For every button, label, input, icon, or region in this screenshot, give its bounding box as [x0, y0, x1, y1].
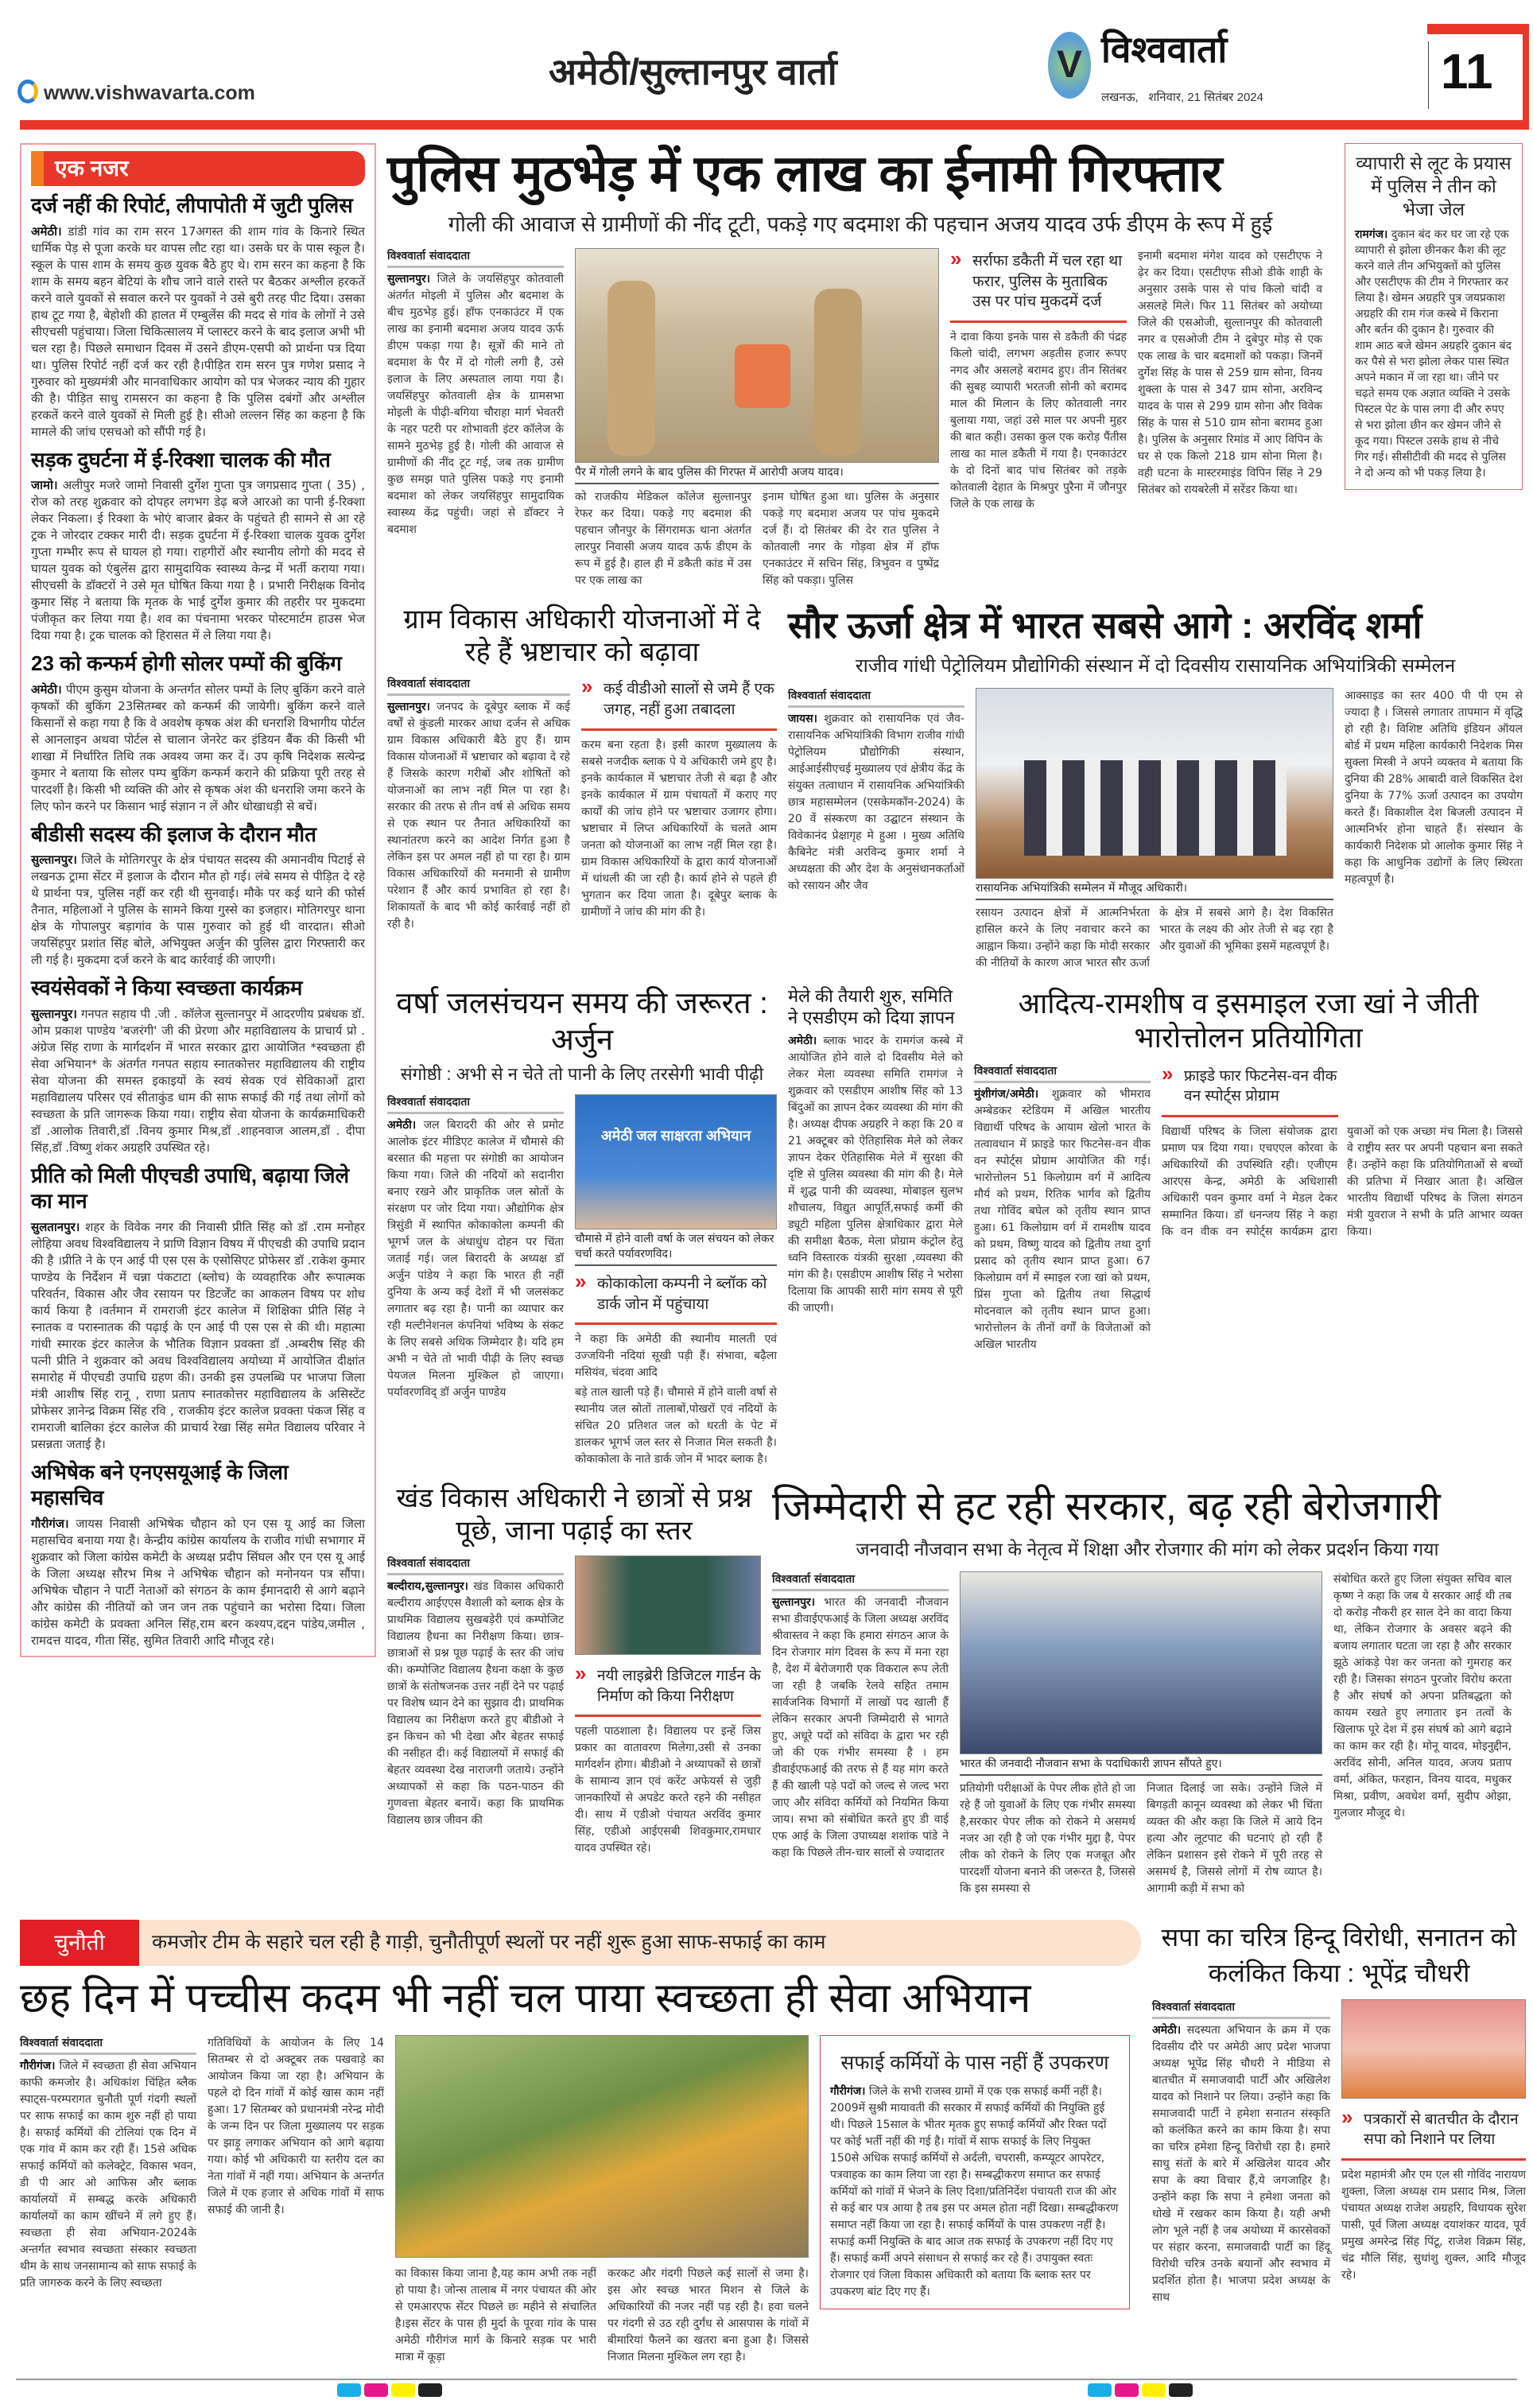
jobs-article: [772, 1482, 1523, 1897]
fair-article: [788, 986, 963, 1317]
quote-mark-icon: »: [1341, 2104, 1353, 2129]
article-text: इनाम घोषित हुआ था। पुलिस के अनुसार पकड़े गए बदमाश अजय पर पांच मुकदमे दर्ज हैं। दो सितंबर की देर रात पुलिस ने कोतवाली नगर के गोड़वा क्षेत्र में हॉफ एनकाउंटर में सचिन सिंह, त्रिभुवन व पुष्पेंद्र सिंह को पकड़ा। पुलिस: [763, 490, 939, 587]
box-text: रामगंज। दुकान बंद कर घर जा रहे एक व्यापारी से झोला छीनकर कैश की लूट करने वाले तीन अभियुक्तों को पुलिस और एसटीएफ की टीम ने गिरफ्तार कर लिया है। खेमन अग्रहरि पुत्र जयप्रकाश अग्रहरि की राम गंज कस्बे में किराना और बर्तन की दुकान है। गुरुवार की शाम आठ बजे खेमन अग्रहरि दुकान बंद कर पैसे से भरा झोला लेकर पास स्थित अपने मकान में जा रहा था। जीने पर चढ़ते समय एक अज्ञात व्यक्ति ने उसके पिस्टल पेट के पास लगा दी और रुपए से भरा झोला छीन कर खेमन जीने से कूद गया। पिस्टल उसके हाथ से नीचे गिर गई। सीसीटीवी की मदद से पुलिस ने दो अन्य को भी पकड़ लिया है।: [1355, 228, 1512, 480]
cyan-swatch: [337, 2383, 361, 2397]
headline: आदित्य-रामशीष व इसमाइल रजा खां ने जीती भारोत्तोलन प्रतियोगिता: [1018, 987, 1479, 1054]
article-text: सुल्तानपुर। जनपद के दूबेपुर ब्लाक में कई वर्षों से कुंडली मारकर आधा दर्जन से अधिक ग्राम विकास अधिकारी बैठे हुए हैं। ग्राम विकास योजनाओं में भ्रष्टाचार को बढ़ावा दे रहे हैं जिसके कारण गरीबों और शोषितों को योजनाओं का लाभ नहीं मिल पा रहा है। सरकार की तरफ से तीन वर्ष से अधिक समय से एक स्थान पर तैनात अधिकारियों का स्थानांतरण करने का आदेश निर्गत हुआ है लेकिन इस पर अमल नहीं हो पा रहा है। ग्राम विकास अधिकारियों की मनमानी से ग्रामीण परेशान हैं और कार्य प्रभावित हो रहा है। शिकायतों के बाद भी कोई कार्रवाई नहीं हो रही है।: [387, 701, 570, 931]
photo-caption: चौमासे में होने वाली वर्षा के जल संचयन को लेकर चर्चा करते पर्यावरणविद।: [575, 1229, 777, 1266]
subheadline: राजीव गांधी पेट्रोलियम प्रौद्योगिकी संस्थान में दो दिवसीय रासायनिक अभियांत्रिकी सम्मेलन: [855, 655, 1456, 678]
article-text: ने दावा किया इनके पास से डकैती की पंद्रह किलो चांदी, लगभग अड़तीस हजार रूपए नगद और असलहे बरामद हुए। तीन सितंबर की सुबह व्यापारी भरतजी सोनी को बरामद माल की मिलान के लिए कोतवाली नगर बुलाया गया, जहां उसे माल पर अपनी मुहर की बात कही। उसका कुल एक करोड़ पैंतीस लाख का माल डकैती में गया है। एनकाउंटर के दो दिनों बाद पांच सितंबर को तड़के कोतवाली देहात के मिश्रपुर पुरैना में जौनपुर जिले के एक लाख के: [950, 330, 1127, 511]
article-text: प्रदेश महामंत्री और एम एल सी गोविंद नारायण शुक्ला, जिला अध्यक्ष राम प्रसाद मिश्र, जिला पंचायत अध्यक्ष राजेश अग्रहरि, विधायक सुरेश पासी, पूर्व जिला अध्यक्ष दयाशंकर यादव, पूर्व प्रमुख अमरेन्द्र सिंह पिंटू, राजेश विक्रम सिंह, चंद्र मौलि सिंह, सुधांशु शुक्ल, आदि मौजूद रहे।: [1341, 2169, 1526, 2282]
kicker-label: चुनौती: [20, 1920, 139, 1966]
photo-caption: पैर में गोली लगने के बाद पुलिस की गिरफ्त में आरोपी अजय यादव।: [575, 463, 939, 484]
article-text: आक्साइड का स्तर 400 पी पी एम से ज्यादा है । जिससे लगातार तापमान में वृद्धि हो रही है। विशिष्ट अतिथि इंडियन ऑयल बोर्ड में प्रथम महिला कार्यकारी निदेशक मिस सुक्ला मिस्त्री ने अपने व्यक्तव मे बताया कि दुनिया की 28% आबादी वाले विकसित देश दुनिया के 77% ऊर्जा उत्पादन का उपयोग करते हैं। विकाशील देश बिजली उत्पादन में आत्मनिर्भर होना चाहते हैं। संस्थान के कार्यकारी निदेशक प्रो आलोक कुमार सिंह ने कहा कि आधुनिक उद्योगों के लिए स्थिरता महत्वपूर्ण है।: [1345, 689, 1523, 887]
footer-rule: [16, 2379, 1517, 2400]
brand-logo-icon: V: [1048, 32, 1091, 99]
divider: [1428, 41, 1429, 109]
article-text: सुल्तानपुर। भारत की जनवादी नौजवान सभा डीवाईएफआई के जिला अध्यक्ष अरविंद श्रीवास्तव ने कहा कि हमारा संगठन आज के दिन रोजगार मांग दिवस के रूप में मना रहा है, देश में बेरोजगारी एक विकराल रूप लेती जा रही है जबकि रेलवे सहित तमाम सार्वजनिक विभागों में लाखों पद खाली हैं लेकिन सरकार अपनी जिम्मेदारी से भागते हुए, अधूरे पदों को संविदा के द्वारा भर रही जो की एक गंभीर समस्या है । हम डीवाईएफआई की तरफ से हैं यह मांग करते हैं की खाली पड़े पदों को जल्द से जल्द भरा जाए और संविदा कर्मियों को नियमित किया जाय। सभा को संबोधित करते हुए डी वाई एफ आई के जिला उपाध्यक्ष शशांक पांडे ने कहा कि पिछले तीन-चार सालों से ज्यादातर: [772, 1596, 949, 1860]
arrest-photo: [575, 248, 939, 463]
header: [0, 0, 1533, 135]
bdo-article: [387, 1482, 761, 1857]
article-text: बड़े ताल खाली पड़े हैं। चौमासे में होने वाली वर्षा से स्थानीय जल स्रोतों तालाबों,पोखरों एवं नदियों के संचित 20 प्रतिशत जल को धरती के पेट में डालकर भूगर्भ जल स्तर से निजात मिल सकती है। कोकाकोला के नाते डार्क जोन में भादर ब्लाक है।: [575, 1386, 777, 1466]
pull-quote: » पत्रकारों से बातचीत के दौरान सपा को निशाने पर लिया: [1341, 2107, 1526, 2161]
headline: सपा का चरित्र हिन्दू विरोधी, सनातन को कलंकित किया : भूपेंद्र चौधरी: [1161, 1923, 1517, 1988]
brief-headline: 23 को कन्फर्म होगी सोलर पम्पों की बुकिंग: [31, 651, 342, 676]
section-title: अमेठी/सुल्तानपुर वार्ता: [549, 51, 837, 92]
pull-quote: » फ्राइडे फार फिटनेस-वन वीक वन स्पोर्ट्स प्रोग्राम: [1162, 1063, 1338, 1117]
protest-photo: [960, 1571, 1322, 1754]
headline: छह दिन में पच्चीस कदम भी नहीं चल पाया स्वच्छता ही सेवा अभियान: [20, 1975, 1031, 2022]
header-rule: [20, 120, 1529, 130]
byline: विश्ववार्ता संवाददाता: [387, 1555, 564, 1575]
byline: विश्ववार्ता संवाददाता: [974, 1063, 1151, 1083]
black-swatch: [1169, 2383, 1193, 2397]
news-box: [820, 2035, 1130, 2310]
yellow-swatch: [1142, 2383, 1166, 2397]
article-text: बल्दीराय,सुल्तानपुर। खंड विकास अधिकारी बल्दीराय आईएएस वैशाली को ब्लाक क्षेत्र के प्राथमिक विद्यालय सुखबड़ेरी एवं कम्पोजिट विद्यालय हैधना का निरीक्षण किया। छात्र-छात्राओं से प्रश्न पूछ पढ़ाई के स्तर की जांच की। कम्पोजिट विद्यालय हैधना कक्षा के कुछ छात्रों के संतोषजनक उत्तर नहीं देने पर पढ़ाई पर विशेष ध्यान देने का सुझाव दी। प्राथमिक विद्यालय का निरीक्षण करते हुए बीडीओ ने इन किचन को भी देखा और बेहतर सफाई की नसीहत दी। कई विद्यालयों में सफाई की बेहतर व्यवस्था देख नाराजगी जताये। उन्होंने अध्यापकों से कहा कि पठन-पाठन की गुणवत्ता बेहतर बनायें। कहा कि प्राथमिक विद्यालय छात्र जीवन की: [387, 1579, 565, 1827]
article-text: रसायन उत्पादन क्षेत्रों में आत्मनिर्भरता हासिल करने के लिए नवाचार करने का आह्वान किया। उन्होंने कहा कि मोदी सरकार की नीतियों के कारण आज भारत सौर ऊर्जा के क्षेत्र में सबसे आगे है। देश विकसित भारत के लक्ष्य की ओर तेजी से बढ़ रहा है और युवाओं की भूमिका इसमें महत्वपूर्ण है।: [976, 907, 1333, 970]
brief-headline: सड़क दुघर्टना में ई-रिक्शा चालक की मौत: [31, 447, 331, 472]
banner-text: अमेठी जल साक्षरता अभियान: [600, 1128, 751, 1144]
section-label: एक नजर: [31, 151, 365, 186]
rain-article: [387, 986, 777, 1468]
headline: सौर ऊर्जा क्षेत्र में भारत सबसे आगे : अरविंद शर्मा: [788, 604, 1422, 646]
brief-headline: बीडीसी सदस्य की इलाज के दौरान मौत: [31, 821, 316, 846]
article-text: संबोधित करते हुए जिला संयुक्त सचिव बाल कृष्ण ने कहा कि जब ये सरकार आई थी तब दो करोड़ नौकरी हर साल देने का वादा किया था, लेकिन रोजगार के अवसर बढ़ने की बजाय लगातार घटता जा रहा है और सरकार झूठे आंकड़े पेश कर जनता को गुमराह कर रही है। जिसका संगठन पुरजोर विरोध करता है और संघर्ष को अपना प्रतिबद्धता को कायम रखते हुए लगातार इन तत्वों के खिलाफ पूरे देश में इस संघर्ष को आगे बढ़ाने का काम कर रही है। मोनू यादव, मोइनुद्दीन, अरविंद सोनी, अनिल यादव, अजय प्रताप वर्मा, अंकित, फरहान, विनय यादव, मधुकर मिश्रा, प्रवीण, अवधेश वर्मा, सुदीप ओझा, गुलजार मौजूद थे।: [1333, 1573, 1512, 1820]
website-url[interactable]: www.vishwavarta.com: [44, 82, 255, 104]
headline: मेले की तैयारी शुरु, समिति ने एसडीएम को दिया ज्ञापन: [788, 986, 955, 1027]
gramvikas-article: [387, 604, 777, 934]
article-text: विद्यार्थी परिषद के जिला संयोजक द्वारा प्रमाण पत्र दिया गया। एचएएल कोरवा के अधिकारियों की उपस्थिति रही। एजीएम आरएस केन्द्र, अमेठी के अधिशासी अधिकारी पवन कुमार वर्मा ने मेडल देकर सम्मानित किया। डॉ धनन्जय सिंह ने कहा कि वन वीक वन स्पोर्ट्स कार्यक्रम द्वारा युवाओं को एक अच्छा मंच मिला है। जिससे वे राष्ट्रीय स्तर पर अपनी पहचान बना सकते हैं। उन्होंने कहा कि प्रतियोगिताओं से बच्चों की प्रतिभा में निखार आता है। अखिल भारतीय विद्यार्थी परिषद के जिला संगठन मंत्री युवराज ने सभी के प्रति आभार व्यक्त किया।: [1162, 1124, 1523, 1238]
photo-caption: रासायनिक अभियांत्रिकी सम्मेलन में मौजूद अधिकारी।: [976, 879, 1333, 900]
byline: विश्ववार्ता संवाददाता: [772, 1571, 949, 1591]
seminar-photo: [575, 1094, 777, 1229]
solar-article: [788, 604, 1523, 972]
black-swatch: [418, 2383, 442, 2397]
byline: विश्ववार्ता संवाददाता: [788, 688, 964, 708]
brief-text: गौरीगंज। जायस निवासी अभिषेक चौहान को एन एस यू आई का जिला महासचिव बनाया गया है। केन्द्रीय कांग्रेस कार्यालय के राजीव गांधी सभागार में शुक्रवार को जिला कांग्रेस कमेटी के अध्यक्ष प्रदीप सिंघल और एन एस यू आई के जिला अध्यक्ष सौरभ मिश्र ने अभिषेक चौहान को मनोनयन पत्र सौंपा। अभिषेक चौहान ने पार्टी नेताओं को संगठन के काम ईमानदारी से आगे बढ़ाने और कांग्रेस की नीतियों को जन जन तक पहुंचाने का भरोसा दिया। जिला कांग्रेस कमेटी के प्रवक्ता अनिल सिंह,राम बरन कश्यप,दद्दन पांडेय,जमील , रामदत्त यादव, गीता सिंह, सुमित तिवारी आदि मौजूद रहे।: [31, 1516, 365, 1648]
box-text: गौरीगंज। जिले के सभी राजस्व ग्रामों में एक एक सफाई कर्मी नहीं है। 2009में सुश्री मायावती की सरकार में सफाई कर्मियों की नियुक्ति हुई थी। पिछले 15साल के भीतर मृतक हुए सफाई कर्मियों और रिक्त पदों पर कोई भर्ती नहीं की गई है। गांवों में साफ सफाई के लिए नियुक्त 150से अधिक सफाई कर्मियों से अर्दली, चपरासी, कम्प्यूटर आपरेटर, पत्रवाहक का काम लिया जा रहा है। सम्बद्धीकरण समाप्त कर सफाई कर्मियों को गांवों में भेजने के लिए दिशा/प्रतिनिर्देश पंचायती राज की ओर से कई बार पत्र आया है तब इस पर अमल होता नहीं दिखा। सम्बद्धीकरण समाप्त नहीं किया जा रहा है। सफाई कर्मियों के पास उपकरण नहीं है। सफाई कर्मी नियुक्ति के बाद आज तक सफाई के उपकरण नहीं दिए गए हैं। सफाई कर्मी अपने संसाधन से सफाई कर रहे हैं। उपायुक्त स्वतः रोजगार एवं जिला विकास अधिकारी को बताया कि ब्लाक स्तर पर उपकरण बांट दिए गए हैं।: [830, 2085, 1119, 2299]
bjp-leaders-photo: [1341, 1999, 1526, 2099]
cleanup-photo: [395, 2035, 809, 2258]
article-text: जायस। शुक्रवार को रासायनिक एवं जैव-रासायनिक अभियांत्रिकी विभाग राजीव गांधी पेट्रोलियम प्रौद्योगिकी संस्थान, आईआईसीएचई मुख्यालय एवं क्षेत्रीय केंद्र के संयुक्त तत्वाधान में रासायनिक अभियांत्रिकी छात्र महासम्मेलन (एसकेमकॉन-2024) के 20 वें संस्करण का उद्घाटन संस्थान के विवेकानंद प्रेक्षागृह मे हुआ । मुख्य अतिथि कैबिनेट मंत्री अरविन्द कुमार शर्मा ने अध्यक्षता की और देश के अनुसंधानकर्ताओं को रसायन और जैव: [788, 713, 965, 893]
brand-name: विश्ववार्ता: [1101, 29, 1228, 70]
dateline: सुल्तानपुर।: [387, 272, 431, 285]
lead-subheadline: गोली की आवाज से ग्रामीणों की नींद टूटी, पकड़े गए बदमाश की पहचान अजय यादव उर्फ डीएम के रूप में हुई: [448, 212, 1273, 236]
article-text: गौरीगंज। जिले में स्वच्छता ही सेवा अभियान काफी कमजोर है। अधिकांश चिंहित ब्लैक स्पाट्स-परम्परागत चुनौती पूर्ण गंदगी स्थलों पर साफ सफाई का काम शुरु नहीं हो पाया है। सफाई कर्मियों की टोलियां एक दिन में एक गांव में काम कर रही हैं। 15से अधिक सफाई कर्मियों को कलेक्ट्रेट, विकास भवन, डी पी आर ओ आफिस और ब्लाक कार्यालयों में सम्बद्ध करके अधिकारी कार्यालयों का काम खींचने में लगे हुए हैं। स्वच्छता ही सेवा अभियान-2024के अन्तर्गत स्वभाव स्वच्छता संस्कार स्वच्छता थीम के साथ जनसामान्य को साफ सफाई के प्रति जागरुक करने के लिए स्वच्छता: [20, 2059, 196, 2290]
brief-headline: दर्ज नहीं की रिपोर्ट, लीपापोती में जुटी पुलिस: [31, 193, 353, 218]
header-frame: [1523, 24, 1529, 130]
headline: खंड विकास अधिकारी ने छात्रों से प्रश्न पूछे, जाना पढ़ाई का स्तर: [396, 1483, 752, 1547]
brief-text: अमेठी। डांडी गांव का राम सरन 17अगस्त की शाम गांव के किनारे स्थित धार्मिक पेड़ से पूजा करके घर वापस लौट रहा था। उसके घर के पास स्कूल है। स्कूल के पास शाम के समय कुछ युवक बैठे हुए थे। राम सरन का कहना है कि शाम के समय बहन बेटियां के शौच जाने वाले रास्ते पर बैठकर अश्लील हरकतें करने वाले युवकों से सवाल करने पर युवकों ने उसे बुरी तरह पीट दिया। उसका हाथ टूट गया है, बेहोशी की हालत में एम्बुलेंस की मदद से गांव के लोगों ने उसे सीएचसी पहुंचाया। जिला चिकित्सालय में प्लास्टर करने के बाद इलाज अभी भी चल रहा है। पिछले समाधान दिवस में उसने डीएम-एसपी को प्रार्थना पत्र दिया था। पुलिस रिपोर्ट नहीं दर्ज कर रही है।पीड़ित राम सरन पुत्र गणेश प्रसाद ने गुरुवार को मुख्यमंत्री और मानवाधिकार आयोग को पत्र भेजकर न्याय की गुहार की है। पीड़ित साधु रामसरन का कहना है कि पुलिस दबंगों और अश्लील हरकतें करने वाले युवकों से मिली हुई है। सीओ लल्लन सिंह का कहना है कि मामले की जांच एसचओ को सौंपी गई है।: [31, 223, 365, 439]
byline: विश्ववार्ता संवाददाता: [20, 2035, 196, 2055]
article-text: करम बना रहता है। इसी कारण मुख्यालय के सबसे नजदीक ब्लाक पे ये अधिकारी जमे हुए है। इनके कार्यकाल में भ्रष्टाचार तेजी से बढ़ा है और इनके कार्यकाल में ग्राम पंचायतों में कराए गए कार्यों की जांच होने पर भ्रष्टाचार उजागर होगा। भ्रष्टाचार में लिप्त अधिकारियों के चलते आम जनता को योजनाओं का लाभ नहीं मिल रहा है। ग्राम विकास अधिकारियों के द्वारा कार्य योजनाओं में धांधली की जा रही है। कार्य होने से पहले ही भुगतान कर दिया जाता है। दूबेपुर ब्लाक के ग्रामीणों ने जांच की मांग की है।: [581, 738, 777, 919]
subheadline: संगोष्ठी : अभी से न चेते तो पानी के लिए तरसेगी भावी पीढ़ी: [400, 1064, 764, 1085]
pull-quote: » कोकाकोला कम्पनी ने ब्लॉक को डार्क जोन में पहुंचाया: [575, 1271, 777, 1325]
pull-quote: » कई वीडीओ सालों से जमे हैं एक जगह, नहीं हुआ तबादला: [581, 676, 777, 730]
lead-article: [387, 143, 1333, 589]
box-headline: व्यापारी से लूट के प्रयास में पुलिस ने तीन को भेजा जेल: [1356, 153, 1512, 219]
article-text: मुंशीगंज/अमेठी। शुक्रवार को भीमराव अम्बेडकर स्टेडियम में अखिल भारतीय विद्यार्थी परिषद के आयाम खेलो भारत के तत्वावधान में फ्राइडे फार फिटनेस-वन वीक वन स्पोर्ट्स प्रोग्राम आयोजित की गई। भारोत्तोलन 51 किलोग्राम वर्ग में आदित्य मौर्य को प्रथम, रितिक भार्गव को द्वितीय तथा गोविंद बघेल को तृतीय स्थान प्राप्त हुआ। 61 किलोग्राम वर्ग में रामशीष यादव को प्रथम, विष्णु यादव को द्वितीय तथा दुर्गा प्रसाद को तृतीय स्थान प्राप्त हुआ। 67 किलोग्राम वर्ग में स्माइल रजा खां को प्रथम, प्रिंस गुप्ता को द्वितीय तथा सिद्धार्थ मोदनवाल को तृतीय स्थान प्राप्त हुआ। भारोत्तोलन के तीनों वर्गों के विजेताओं को अखिल भारतीय: [974, 1087, 1151, 1351]
swachh-article: [20, 1920, 1141, 2365]
article-text: प्रतियोगी परीक्षाओं के पेपर लीक होते हो जा रहे हैं जो युवाओं के लिए एक गंभीर समस्या है,सरकार पेपर लीक को रोकने मे असमर्थ नजर आ रही है जो एक गंभीर मुद्दा है, पेपर लीक को रोकने के लिए एक मजबूत और पारदर्शी योजना बनाने की जरूरत है, जिससे कि इस समस्या से: [960, 1782, 1135, 1896]
headline: ग्राम विकास अधिकारी योजनाओं में दे रहे हैं भ्रष्टाचार को बढ़ावा: [403, 604, 761, 667]
color-registration-marks: [337, 2383, 445, 2400]
quote-mark-icon: »: [1162, 1061, 1174, 1086]
ek-nazar-column: [20, 143, 376, 1657]
box-headline: सफाई कर्मियों के पास नहीं हैं उपकरण: [840, 2051, 1109, 2074]
conference-photo: [976, 688, 1333, 879]
challenge-banner: [20, 1920, 1141, 1966]
sp-article: [1152, 1920, 1526, 2306]
brief-text: सुल्तानपुर। गनपत सहाय पी .जी . कॉलेज सुल्तानपुर में आदरणीय प्रबंधक डॉ. ओम प्रकाश पाण्डेय 'बजरंगी' जी की प्रेरणा और महाविद्यालय के प्राचार्य प्रो . अंग्रेज सिंह राणा के मार्गदर्शन में भारत सरकार द्वारा आयोजित *स्वच्छता ही सेवा अभियान* के अंतर्गत गनपत सहाय स्नातकोत्तर महाविद्यालय की राष्ट्रीय सेवा योजना की समस्त इकाइयों के स्वयं सेवक एवं सेविकाओं द्वारा महाविद्यालय परिसर एवं सीताकुंड धाम की साफ सफाई की गई तथा लोगों को स्वच्छता के प्रति जागरूक किया गया। राष्ट्रीय सेवा योजना के कार्यक्रमाधिकरी डॉ .आलोक तिवारी,डॉ .विनय कुमार मिश्र,डॉ .शाहनवाज आलम,डॉ . दीपा सिंह,डॉ .विष्णु शंकर अग्रहरि उपस्थित रहे।: [31, 1006, 365, 1155]
weightlifting-article: [974, 986, 1523, 1353]
headline: जिम्मेदारी से हट रही सरकार, बढ़ रही बेरोजगारी: [772, 1484, 1441, 1529]
article-text: निजात दिलाई जा सके। उन्होंने जिले में बिगड़ती कानून व्यवस्था को लेकर भी चिंता व्यक्त की और कहा कि जिले में आये दिन हत्या और लूटपाट की घटनाएं हो रही हैं लेकिन प्रशासन इसे रोकने में पूरी तरह से असमर्थ है, जिससे लोगों में रोष व्याप्त है। आगामी कड़ी में सभा को: [1147, 1782, 1322, 1896]
quote-mark-icon: »: [581, 674, 593, 699]
pull-quote: » नयी लाइब्रेरी डिजिटल गार्डन के निर्माण को किया निरीक्षण: [575, 1663, 761, 1717]
magenta-swatch: [364, 2383, 388, 2397]
article-text: सुल्तानपुर। जिले के जयसिंहपुर कोतवाली अंतर्गत मोइली में पुलिस और बदमाश के बीच मुठभेड़ हुई। हॉफ एनकाउंटर में एक लाख का इनामी बदमाश अजय यादव ऊर्फ डीएम पकड़ा गया है। सूत्रों की माने तो बदमाश के पैर में दो गोली लगी है, उसे इलाज के लिए अस्पताल लाया गया है। जयसिंहपुर कोतवाली क्षेत्र के ग्रामसभा मोइली के पीढ़ी-बगिया चौराहा मार्ग भेवतरी के नहर पटरी पर शोभावती इंटर कॉलेज के सामने मुठभेड़ हुई है। गोली की आवाज से ग्रामीणों की नींद टूट गई, जब तक ग्रामीण कुछ समझ पाते पुलिस पकड़े गए इनामी बदमाश को लेकर जयसिंहपुर सामुदायिक स्वास्थ्य केंद्र पहुंची। जहां से डॉक्टर ने बदमाश: [387, 272, 564, 536]
article-text: पहली पाठशाला है। विद्यालय पर इन्हें जिस प्रकार का वातावरण मिलेगा,उसी से उनका मार्गदर्शन होगा। बीडीओ ने अध्यापकों से छात्रों के सामान्य ज्ञान एवं करेंट अफेयर्स से जुड़ी जानकारियों से अपडेट करते रहने की नसीहत दी। साथ में एडीओ पंचायत अरविंद कुमार सिंह, एडीओ आईएसबी शिवकुमार,रामधार यादव उपस्थित रहे।: [575, 1725, 761, 1855]
quote-mark-icon: »: [575, 1660, 587, 1685]
article-text: अमेठी। सदस्यता अभियान के क्रम में एक दिवसीय दौरे पर अमेठी आए प्रदेश भाजपा अध्यक्ष भूपेंद्र सिंह चौधरी ने मीडिया से बातचीत में समाजवादी पार्टी और अखिलेश यादव को निशाने पर लिया। उन्होंने कहा कि समाजवादी पार्टी ने हमेशा सनातन संस्कृति को कलंकित करने का काम किया है। सपा का चरित्र हमेशा हिन्दू विरोधी रहा है। हमारे साधु संतों के बारे में अखिलेश यादव और सपा के क्या विचार हैं,ये जगजाहिर है। उन्होंने कहा कि सपा ने हमेशा जनता को धोखे में रखकर काम किया है। यही अभी लोग भूले नहीं है जब अयोध्या में कारसेवकों पर संहार करना, समाजवादी पार्टी का हिंदू विरोधी चरित्र उनके बयानों और स्वभाव में प्रदर्शित होता है। भाजपा प्रदेश अध्यक्ष के साथ: [1152, 2023, 1330, 2304]
brief-text: अमेठी। पीएम कुसुम योजना के अन्तर्गत सोलर पम्पों के लिए बुकिंग करने वाले कृषकों की बुकिंग 23सितम्बर को कन्फर्म की जायेगी। बुकिंग करने वाले किसानों से कहा गया है कि वे अवशेष कृषक अंश की धनराशि विभागीय पोर्टल से आनलाइन अथवा पोर्टल से चालान जेनरेट कर इंडियन बैंक की किसी भी शाखा में निर्धारित तिथि तक अवश्य जमा कर दें। उप कृषि निदेशक सत्येन्द्र कुमार ने बताया कि सोलर पम्प बुकिंग कन्फर्म कराने की प्रक्रिया पूरी तरह से पारदर्शी है। किसी भी व्यक्ति की ओर से कृषक अंश की धनराशि जमा करने के लिए फोन करने पर किसान भाई संज्ञान न लें और धोखाधड़ी से बचें।: [31, 682, 365, 814]
article-text: अमेठी। जल बिरादरी की ओर से प्रमोट आलोक इंटर मीडिएट कालेज में चौमासे की बरसात की महत्ता पर संगोष्ठी का आयोजन किया गया। जिले की नदियों को सदानीरा बनाए रखने और प्राकृतिक जल स्रोतों के संरक्षण पर जोर दिया गया। औद्योगिक क्षेत्र त्रिसुंडी में स्थापित कोकाकोला कम्पनी की भूगर्भ जल के अंधाधुंध दोहन पर चिंता जताई गई। जल बिरादरी के अध्यक्ष डॉ अर्जुन पांडेय ने कहा कि भारत ही नहीं दुनिया के अन्य कई देशों में भी जलसंकट लगातार बढ़ रहा है। पानी का व्यापार कर रही मल्टीनेशनल कंपनियां भविष्य के संकट के लिए सबसे अधिक जिम्मेदार है। यदि हम अभी न चेते तो भावी पीढ़ी के लिए स्वच्छ पेयजल मिलना मुश्किल हो जाएगा। पर्यावरणविद् डॉ अर्जुन पाण्डेय: [387, 1119, 564, 1400]
subheadline: जनवादी नौजवान सभा के नेतृत्व में शिक्षा और रोजगार की मांग को लेकर प्रदर्शन किया गया: [856, 1539, 1439, 1560]
color-registration-marks: [1088, 2383, 1196, 2400]
lead-headline: पुलिस मुठभेड़ में एक लाख का ईनामी गिरफ्तार: [387, 145, 1223, 202]
brief-headline: अभिषेक बने एनएसयूआई के जिला महासचिव: [31, 1459, 289, 1510]
article-text: को राजकीय मेडिकल कॉलेज सुल्तानपुर रेफर कर दिया। पकड़े गए बदमाश की पहचान जौनपुर के सिंगरामऊ थाना अंतर्गत लारपुर निवासी अजय यादव ऊर्फ डीएम के रूप में हुई है। हाल ही में डकैती कांड में उस पर एक लाख का: [575, 490, 751, 587]
quote-mark-icon: »: [575, 1269, 587, 1294]
classroom-photo: [575, 1555, 761, 1655]
cyan-swatch: [1088, 2383, 1112, 2397]
byline: विश्ववार्ता संवाददाता: [387, 1094, 564, 1114]
brief-headline: स्वयंसेवकों ने किया स्वच्छता कार्यक्रम: [31, 976, 303, 1000]
byline: विश्ववार्ता संवाददाता: [387, 248, 564, 268]
article-text: गतिविधियों के आयोजन के लिए 14 सितम्बर से दो अक्टूबर तक पखवाड़े का आयोजन किया जा रहा है। अभियान के पहले दो दिन गांवों में कोई खास काम नहीं हुआ। 17 सितम्बर को प्रधानमंत्री नरेन्द्र मोदी के जन्म दिन पर जिला मुख्यालय पर सड़क पर झाड़ू लगाकर अभियान को आगे बढ़ाया गया। कोई भी अधिकारी या स्तरीय दल का नेता गांवों में नहीं गया। अभियान के अन्तर्गत जिले में एक हजार से अधिक गांवों में साफ सफाई की जानी है।: [208, 2036, 384, 2216]
article-text: करकट और गंदगी पिछले कई सालों से जमा है। इस ओर स्वच्छ भारत मिशन से जिले के अधिकारियों की नजर नहीं पड़ रही है। हवा चलने पर गंदगी से उठ रही दुर्गंध से आसपास के गांवों में बीमारियां फैलने का खतरा बना हुआ है। जिससे निजात मिलना मुश्किल लग रहा है।: [607, 2266, 809, 2363]
header-frame: [1427, 24, 1529, 34]
brief-headline: प्रीति को मिली पीएचडी उपाधि, बढ़ाया जिले का मान: [31, 1163, 350, 1214]
browser-e-icon: [17, 80, 38, 103]
kicker-text: कमजोर टीम के सहारे चल रही है गाड़ी, चुनौतीपूर्ण स्थलों पर नहीं शुरू हुआ साफ-सफाई का काम: [152, 1931, 826, 1954]
byline: विश्ववार्ता संवाददाता: [387, 676, 570, 696]
brief-text: सुल्तानपुर। जिले के मोतिगरपुर के क्षेत्र पंचायत सदस्य की अमानवीय पिटाई से लखनऊ ट्रामा सेंटर में इलाज के दौरान मौत हो गई। लंबे समय से पीड़ित दे रहे थे प्रार्थना पत्र, पुलिस नहीं कर रही थी सुनवाई। मौके पर कई थाने की फोर्स तैनात, महिलाओं ने पुलिस के सामने किया गुस्से का इजहार। मोतिगरपुर थाना क्षेत्र के गोपालपुर बड़ागांव के पास गुरुवार को हुई थी वारदात। सीओ जयसिंहपुर प्रशांत सिंह बोले, अभियुक्त अर्जुन की पुलिस द्वारा गिरफ्तारी कर ली गई है। मुकदमा दर्ज करने के बाद कार्रवाई की जाएगी।: [31, 853, 365, 968]
article-text: इनामी बदमाश मंगेश यादव को एसटीएफ ने ढ़ेर कर दिया। एसटीएफ सीओ डीके शाही के अनुसार उसके पास से पांच किलो चांदी व असलहे मिले। फिर 11 सितंबर को अयोध्या जिले की एसओजी, सुल्तानपुर की कोतवाली नगर व एसओजी टीम ने दुबेपुर मोड़ से एक एक लाख के चार बदमाशों को पकड़ा। जिनमें दुर्गेश सिंह के पास से 259 ग्राम सोना, विनय शुक्ला के पास से 347 ग्राम सोना, अरविन्द यादव के पास से 299 ग्राम सोना और विवेक सिंह के पास से 510 ग्राम सोना बरामद हुआ है। पुलिस के अनुसार रिमांड में आए विपिन के घर से एक किलो 218 ग्राम सोना मिला है। वही घटना के मास्टरमाइंड विपिन सिंह ने 29 सितंबर को रायबरेली में सरेंडर किया था।: [1138, 249, 1322, 496]
quote-mark-icon: »: [950, 246, 962, 270]
article-text: अमेठी। ब्लाक भादर के रामगंज कस्बे में आयोजित होने वाले दो दिवसीय मेले को लेकर मेला व्यवस्था समिति रामगंज ने शुक्रवार को एसडीएम आशीष सिंह को 13 बिंदुओं का ज्ञापन देकर व्यवस्था की मांग की है। अध्यक्ष दीपक अग्रहरि ने कहा कि 20 व 21 अक्टूबर को ऐतिहासिक मेले को लेकर ज्ञापन देकर ऐतिहासिक मेले में सुरक्षा की दृष्टि से पुलिस व्यवस्था की मांग की है। मेले में शुद्ध पानी की व्यवस्था, मोबाइल सुलभ शौचालय, विद्युत आपूर्ति,सफाई कर्मी की ड्यूटी महिला पुलिस क्षेत्राधिकार द्वारा मेले की समीक्षा बैठक, मेला प्रोग्राम कंट्रोल हेतु ध्वनि विस्तारक यंत्रकी सुरक्षा ,व्यवस्था की मांग की है। एसडीएम आशीष सिंह ने भरोसा दिलाया कि आपकी सारी मांग समय से पूरी की जाएगी।: [788, 1035, 963, 1315]
page-number: 11: [1441, 45, 1493, 99]
news-box: [1345, 143, 1523, 490]
yellow-swatch: [391, 2383, 415, 2397]
brief-text: जामो। अलीपुर मजरे जामो निवासी दुर्गेश गुप्ता पुत्र जगप्रसाद गुप्ता ( 35) , रोज को तरह शुक्रवार को दोपहर लगभग डेढ़ बजे आरओ का पानी ई-रिक्शा लेकर निकला। ई रिक्शा के भोएं बाजार ब्रेकर के पहुंचते ही सामने से आ रहे ट्रक ने जोरदार टक्कर मारी दी। सड़क दुघर्टना में ई-रिक्शा चालक युवक दुर्गेश गुप्ता गम्भीर रूप से घायल हो गया। राहगीरों और स्थानीय लोगो की मदद से घायल युवक को एंबुलेंस द्वारा सामुदायिक स्वास्थ्य केन्द्र में भर्ती कराया गया। सीएचसी के डॉक्टरों ने उसे मृत घोषित किया गया है । प्रभारी निरीक्षक विनोद कुमार सिंह ने बताया कि मृतक के भाई दुर्गेश कुमार की तहरीर पर मुकदमा पंजीकृत कर लिया गया है। शव का पंचनामा भरकर पोस्टमार्टम हाउस भेज दिया गया है। ट्रक चालक को हिरासत में ले लिया गया है।: [31, 478, 365, 643]
brief-text: सुलतानपुर। शहर के विवेक नगर की निवासी प्रीति सिंह को डॉ .राम मनोहर लोहिया अवध विश्वविद्यालय ने प्राणि विज्ञान विषय में पीएचडी की उपाधि प्रदान की है ।प्रीति ने के एन आई पी एस एस के एसोसिएट प्रोफेसर डॉ .राकेश कुमार पाण्डेय के निर्देशन में चन्ना पंकटाटा (ब्लोच) के व्यवहारिक और रूपात्मक परिवर्तन, विकास और जैव रसायन पर डिटर्जेंट का आकलन विषय पर शोध कार्य किया है ।वर्तमान में रामराजी इंटर कालेज में शिक्षिका प्रीति सिंह ने स्नातक व परास्नातक की पढ़ाई के एन आई पी एस एस से की थी। महात्मा गांधी स्मारक इंटर कालेज के भौतिक विज्ञान प्रवक्ता डॉ .अम्बरीष सिंह की पत्नी प्रीति ने शुक्रवार को अवध विश्वविद्यालय अयोध्या में आयोजित दीक्षांत समारोह में पीएचडी उपाधि ग्रहण की। उनकी इस उपलब्धि पर भाजपा जिला मंत्री आशीष सिंह रानू , राणा प्रताप स्नातकोत्तर महाविद्यालय के असिस्टेंट प्रोफेसर ज्ञानेन्द्र विक्रम सिंह रवि , राजकीय इंटर कालेज प्रवक्ता पंकज सिंह व रामराजी बालिका इंटर कालेज की प्राचार्य रेखा सिंह समेत विद्यालय परिवार ने प्रसन्नता जताई है।: [31, 1219, 365, 1451]
magenta-swatch: [1115, 2383, 1139, 2397]
photo-caption: भारत की जनवादी नौजवान सभा के पदाधिकारी ज्ञापन सौंपते हुए।: [960, 1754, 1322, 1776]
article-text: का विकास किया जाना है,यह काम अभी तक नहीं हो पाया है। जोन्स तालाब में नगर पंचायत की ओर से एमआरएफ सेंटर पिछले छः महीने से संचालित है।इस सेंटर के पास ही मुर्दा के पूरवा गांव के पास अमेठी गौरीगंज मार्ग के किनारे सड़क पर भारी मात्रा में कूड़ा: [395, 2266, 596, 2363]
headline: वर्षा जलसंचयन समय की जरूरत : अर्जुन: [396, 987, 768, 1057]
pull-quote: » सर्राफा डकैती में चल रहा था फरार, पुलिस के मुताबिक उस पर पांच मुकदमें दर्ज: [950, 248, 1127, 323]
dateline: लखनऊ, शनिवार, 21 सितंबर 2024: [1101, 91, 1263, 104]
byline: विश्ववार्ता संवाददाता: [1152, 1999, 1330, 2019]
article-text: ने कहा कि अमेठी की स्थानीय मालती एवं उज्जयिनी नदियां सूखी पड़ी हैं। संभावा, बढ़ैला मसियंव, चंदवा आदि: [575, 1333, 777, 1380]
